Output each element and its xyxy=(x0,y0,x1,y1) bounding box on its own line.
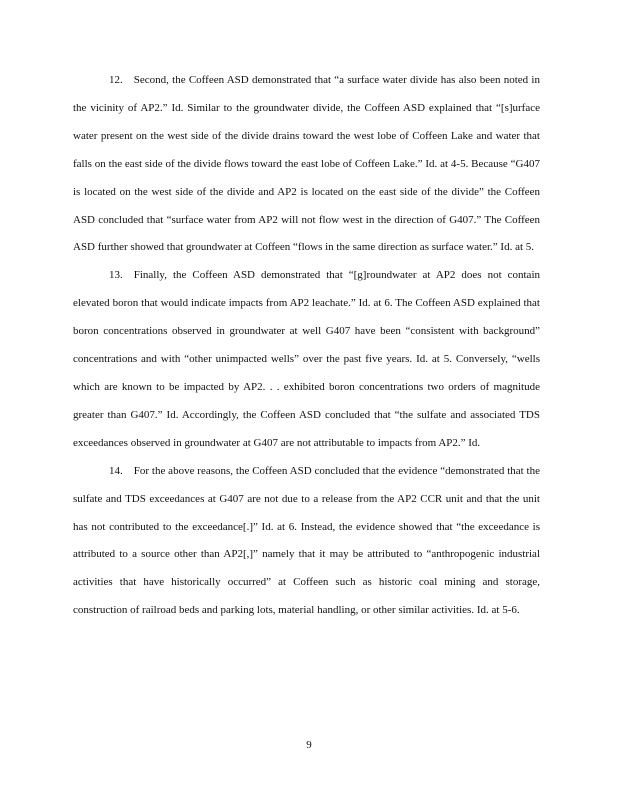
page-number: 9 xyxy=(306,739,312,751)
body-text xyxy=(73,67,540,625)
paragraph-14: 14. For the above reasons, the Coffeen ASD concluded that the evidence “demonstrated that the sulfate and TDS exceedances at G407 are not due to a release from the AP2 CCR unit and that the unit has not contributed to the exceedance[.]” Id. at 6. Instead, the evidence showed that “the exceedance is attributed to a source other than AP2[,]” namely that it may be attributed to “anthropogenic industrial activities that have historically occurred” at Coffeen such as historic coal mining and storage, construction of railroad beds and parking lots, material handling, or other similar activities. Id. at 5-6. xyxy=(73,464,540,617)
paragraph-12: 12. Second, the Coffeen ASD demonstrated that “a surface water divide has also been noted in the vicinity of AP2.” Id. Similar to the groundwater divide, the Coffeen ASD explained that “[s]urface water present on the west side of the divide drains toward the west lobe of Coffeen Lake and water that falls on the east side of the divide flows toward the east lobe of Coffeen Lake.” Id. at 4-5. Because “G407 is located on the west side of the divide and AP2 is located on the east side of the divide” the Coffeen ASD concluded that “surface water from AP2 will not flow west in the direction of G407.” The Coffeen ASD further showed that groundwater at Coffeen “flows in the same direction as surface water.” Id. at 5. xyxy=(73,74,540,254)
paragraph-13: 13. Finally, the Coffeen ASD demonstrated that “[g]roundwater at AP2 does not contain elevated boron that would indicate impacts from AP2 leachate.” Id. at 6. The Coffeen ASD explained that boron concentrations observed in groundwater at well G407 have been “consistent with background” concentrations and with “other unimpacted wells” over the past five years. Id. at 5. Conversely, “wells which are known to be impacted by AP2. . . exhibited boron concentrations two orders of magnitude greater than G407.” Id. Accordingly, the Coffeen ASD concluded that “the sulfate and associated TDS exceedances observed in groundwater at G407 are not attributable to impacts from AP2.” Id. xyxy=(73,269,540,449)
